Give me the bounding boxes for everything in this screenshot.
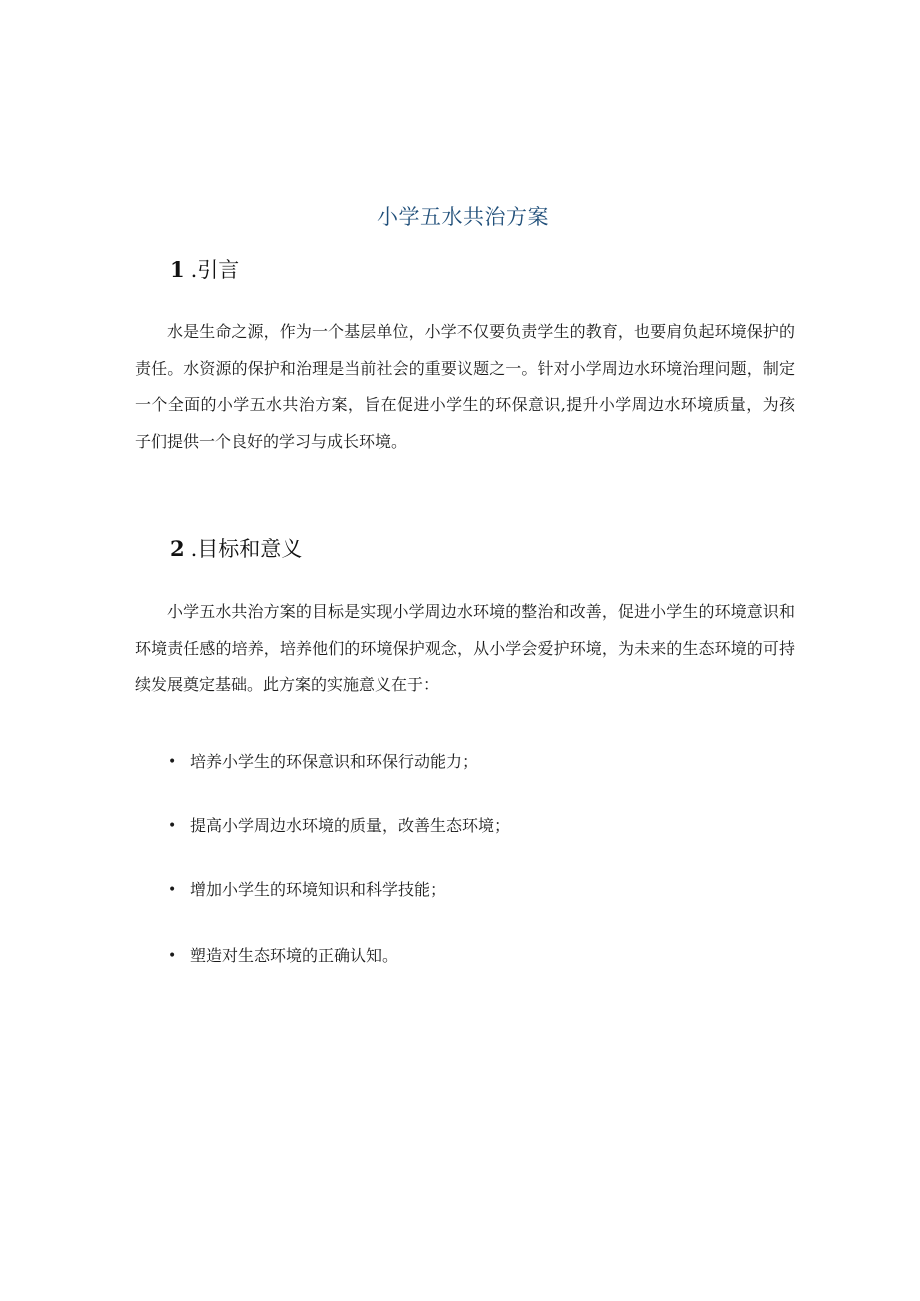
goals-paragraph: 小学五水共治方案的目标是实现小学周边水环境的整治和改善，促进小学生的环境意识和环境责任感的培养，培养他们的环境保护观念，从小学会爱护环境，为未来的生态环境的可持续发展奠定基础。此方案的实施意义在于： [135,602,795,694]
list-item-text: 增加小学生的环境知识和科学技能； [190,880,447,899]
section-heading-goals [170,533,302,563]
significance-list [168,750,510,968]
list-item [168,814,510,838]
bullet-icon: • [168,818,177,834]
bullet-icon: • [168,948,177,964]
intro-paragraph: 水是生命之源，作为一个基层单位，小学不仅要负责学生的教育，也要肩负起环境保护的责任。水资源的保护和治理是当前社会的重要议题之一。针对小学周边水环境治理问题，制定一个全面的小学五水共治方案，旨在促进小学生的环保意识,提升小学周边水环境质量，为孩子们提供一个良好的学习与成长环境。 [135,322,795,451]
section-number: 1 [170,257,185,282]
section-heading-text: .目标和意义 [190,537,303,561]
bullet-icon: • [168,754,177,770]
document-title: 小学五水共治方案 [377,205,549,229]
list-item-text: 塑造对生态环境的正确认知。 [190,946,399,965]
list-item [168,878,510,902]
section-heading-text: .引言 [190,258,240,282]
list-item [168,750,510,774]
list-item [168,944,510,968]
list-item-text: 培养小学生的环保意识和环保行动能力； [190,752,479,771]
bullet-icon: • [168,882,177,898]
list-item-text: 提高小学周边水环境的质量，改善生态环境； [190,816,511,835]
section-heading-intro [170,254,239,284]
section-number: 2 [170,536,185,561]
